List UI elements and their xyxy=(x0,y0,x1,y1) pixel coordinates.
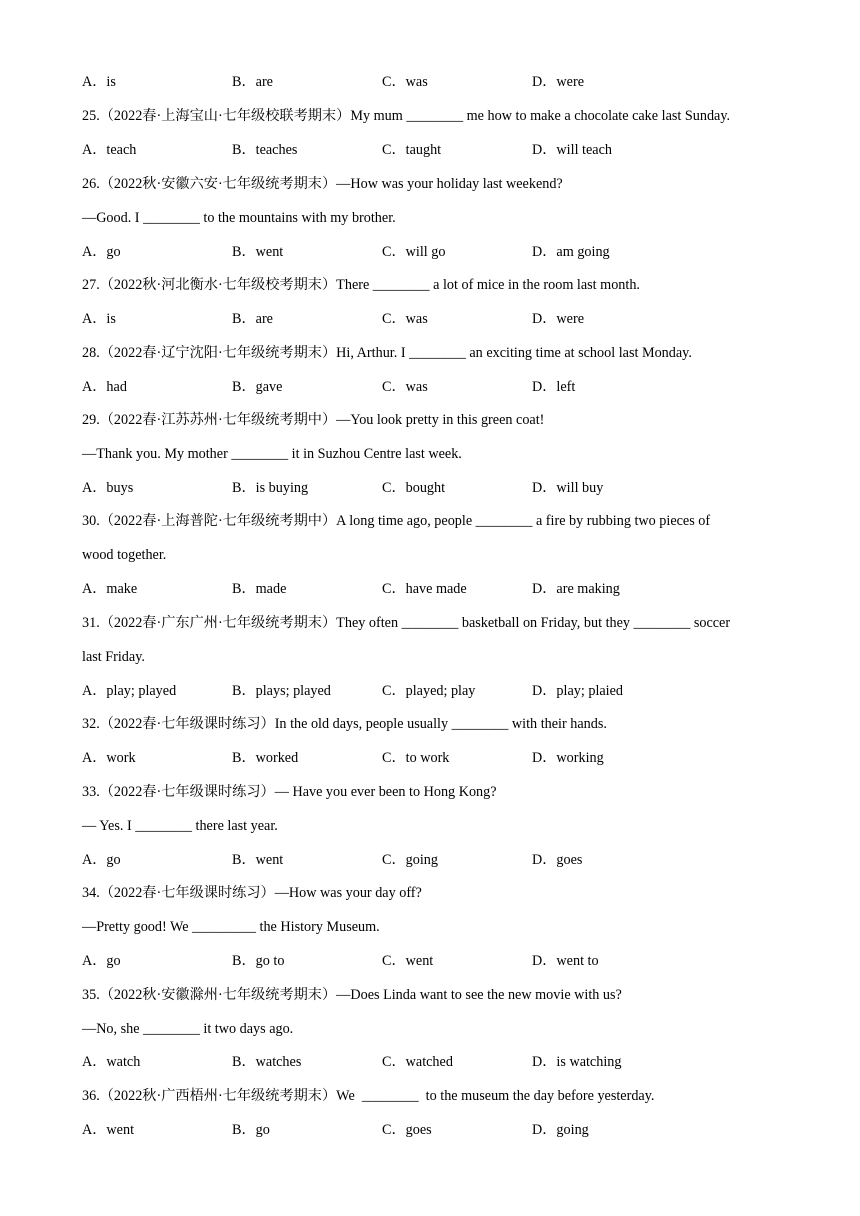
answer-options-row xyxy=(82,140,790,160)
question-stem xyxy=(82,985,790,1005)
question-stem xyxy=(82,275,790,295)
option-d: D．went to xyxy=(532,953,599,969)
question-continuation xyxy=(82,208,790,228)
option-b: B．gave xyxy=(232,379,283,395)
option-a: A．go xyxy=(82,953,121,969)
option-d: D．were xyxy=(532,311,584,327)
question-text: 26.（2022秋·安徽六安·七年级统考期末）—How was your holiday last weekend? xyxy=(82,176,563,192)
answer-options-row xyxy=(82,478,790,498)
question-line-text: —No, she ________ it two days ago. xyxy=(82,1021,294,1037)
option-a: A．is xyxy=(82,74,116,90)
option-d: D．left xyxy=(532,379,576,395)
option-c: C．will go xyxy=(382,244,446,260)
answer-options-row xyxy=(82,377,790,397)
option-d: D．are making xyxy=(532,581,620,597)
question-line-text: — Yes. I ________ there last year. xyxy=(82,818,278,834)
option-d: D．will buy xyxy=(532,480,604,496)
question-continuation xyxy=(82,647,790,667)
option-b: B．plays; played xyxy=(232,683,331,699)
question-continuation xyxy=(82,917,790,937)
option-c: C．goes xyxy=(382,1122,432,1138)
question-text: 36.（2022秋·广西梧州·七年级统考期末）We ________ to the museum the day before yesterday. xyxy=(82,1088,655,1104)
question-line-text: —Pretty good! We _________ the History Museum. xyxy=(82,919,380,935)
answer-options-row xyxy=(82,1120,790,1140)
question-text: 31.（2022春·广东广州·七年级统考期末）They often ________ basketball on Friday, but they ________ soccer xyxy=(82,615,731,631)
question-text: 28.（2022春·辽宁沈阳·七年级统考期末）Hi, Arthur. I ________ an exciting time at school last Monday. xyxy=(82,345,692,361)
question-stem xyxy=(82,174,790,194)
option-a: A．go xyxy=(82,244,121,260)
question-text: 27.（2022秋·河北衡水·七年级校考期末）There ________ a lot of mice in the room last month. xyxy=(82,277,640,293)
option-d: D．is watching xyxy=(532,1054,622,1070)
answer-options-row xyxy=(82,850,790,870)
question-continuation xyxy=(82,1019,790,1039)
option-d: D．am going xyxy=(532,244,610,260)
question-continuation xyxy=(82,444,790,464)
option-d: D．going xyxy=(532,1122,589,1138)
option-d: D．play; plaied xyxy=(532,683,624,699)
answer-options-row xyxy=(82,72,790,92)
option-b: B．made xyxy=(232,581,287,597)
option-b: B．went xyxy=(232,244,284,260)
question-stem xyxy=(82,883,790,903)
option-d: D．were xyxy=(532,74,584,90)
option-c: C．went xyxy=(382,953,434,969)
question-text: 35.（2022秋·安徽滁州·七年级统考期末）—Does Linda want to see the new movie with us? xyxy=(82,987,622,1003)
option-c: C．was xyxy=(382,311,428,327)
option-c: C．was xyxy=(382,379,428,395)
question-text: 29.（2022春·江苏苏州·七年级统考期中）—You look pretty in this green coat! xyxy=(82,412,545,428)
question-continuation xyxy=(82,816,790,836)
question-text: 32.（2022春·七年级课时练习）In the old days, people usually ________ with their hands. xyxy=(82,716,607,732)
question-stem xyxy=(82,106,790,126)
option-b: B．are xyxy=(232,74,273,90)
option-a: A．went xyxy=(82,1122,135,1138)
option-c: C．watched xyxy=(382,1054,453,1070)
question-stem xyxy=(82,1086,790,1106)
question-stem xyxy=(82,782,790,802)
option-a: A．had xyxy=(82,379,127,395)
option-b: B．are xyxy=(232,311,273,327)
answer-options-row xyxy=(82,242,790,262)
option-a: A．watch xyxy=(82,1054,141,1070)
option-b: B．teaches xyxy=(232,142,298,158)
option-b: B．is buying xyxy=(232,480,309,496)
question-stem xyxy=(82,343,790,363)
question-stem xyxy=(82,410,790,430)
option-c: C．bought xyxy=(382,480,446,496)
option-a: A．is xyxy=(82,311,116,327)
option-c: C．to work xyxy=(382,750,450,766)
question-line-text: —Thank you. My mother ________ it in Suzhou Centre last week. xyxy=(82,446,462,462)
answer-options-row xyxy=(82,748,790,768)
question-line-text: last Friday. xyxy=(82,649,145,665)
question-line-text: —Good. I ________ to the mountains with my brother. xyxy=(82,210,396,226)
option-c: C．played; play xyxy=(382,683,476,699)
option-b: B．go to xyxy=(232,953,285,969)
option-c: C．was xyxy=(382,74,428,90)
answer-options-row xyxy=(82,579,790,599)
question-stem xyxy=(82,613,790,633)
option-a: A．teach xyxy=(82,142,137,158)
question-stem xyxy=(82,714,790,734)
option-c: C．going xyxy=(382,852,438,868)
question-text: 30.（2022春·上海普陀·七年级统考期中）A long time ago, people ________ a fire by rubbing two pieces of xyxy=(82,513,711,529)
option-c: C．have made xyxy=(382,581,467,597)
question-stem xyxy=(82,511,790,531)
option-a: A．play; played xyxy=(82,683,177,699)
option-c: C．taught xyxy=(382,142,442,158)
option-d: D．goes xyxy=(532,852,583,868)
option-b: B．go xyxy=(232,1122,270,1138)
option-b: B．watches xyxy=(232,1054,302,1070)
answer-options-row xyxy=(82,681,790,701)
option-a: A．go xyxy=(82,852,121,868)
answer-options-row xyxy=(82,1052,790,1072)
question-text: 25.（2022春·上海宝山·七年级校联考期末）My mum ________ me how to make a chocolate cake last Sunday. xyxy=(82,108,731,124)
question-text: 34.（2022春·七年级课时练习）—How was your day off? xyxy=(82,885,422,901)
option-b: B．worked xyxy=(232,750,299,766)
question-line-text: wood together. xyxy=(82,547,167,563)
option-d: D．will teach xyxy=(532,142,612,158)
option-a: A．make xyxy=(82,581,138,597)
question-continuation xyxy=(82,545,790,565)
option-d: D．working xyxy=(532,750,604,766)
option-a: A．buys xyxy=(82,480,134,496)
question-text: 33.（2022春·七年级课时练习）— Have you ever been to Hong Kong? xyxy=(82,784,497,800)
answer-options-row xyxy=(82,951,790,971)
answer-options-row xyxy=(82,309,790,329)
option-b: B．went xyxy=(232,852,284,868)
option-a: A．work xyxy=(82,750,136,766)
